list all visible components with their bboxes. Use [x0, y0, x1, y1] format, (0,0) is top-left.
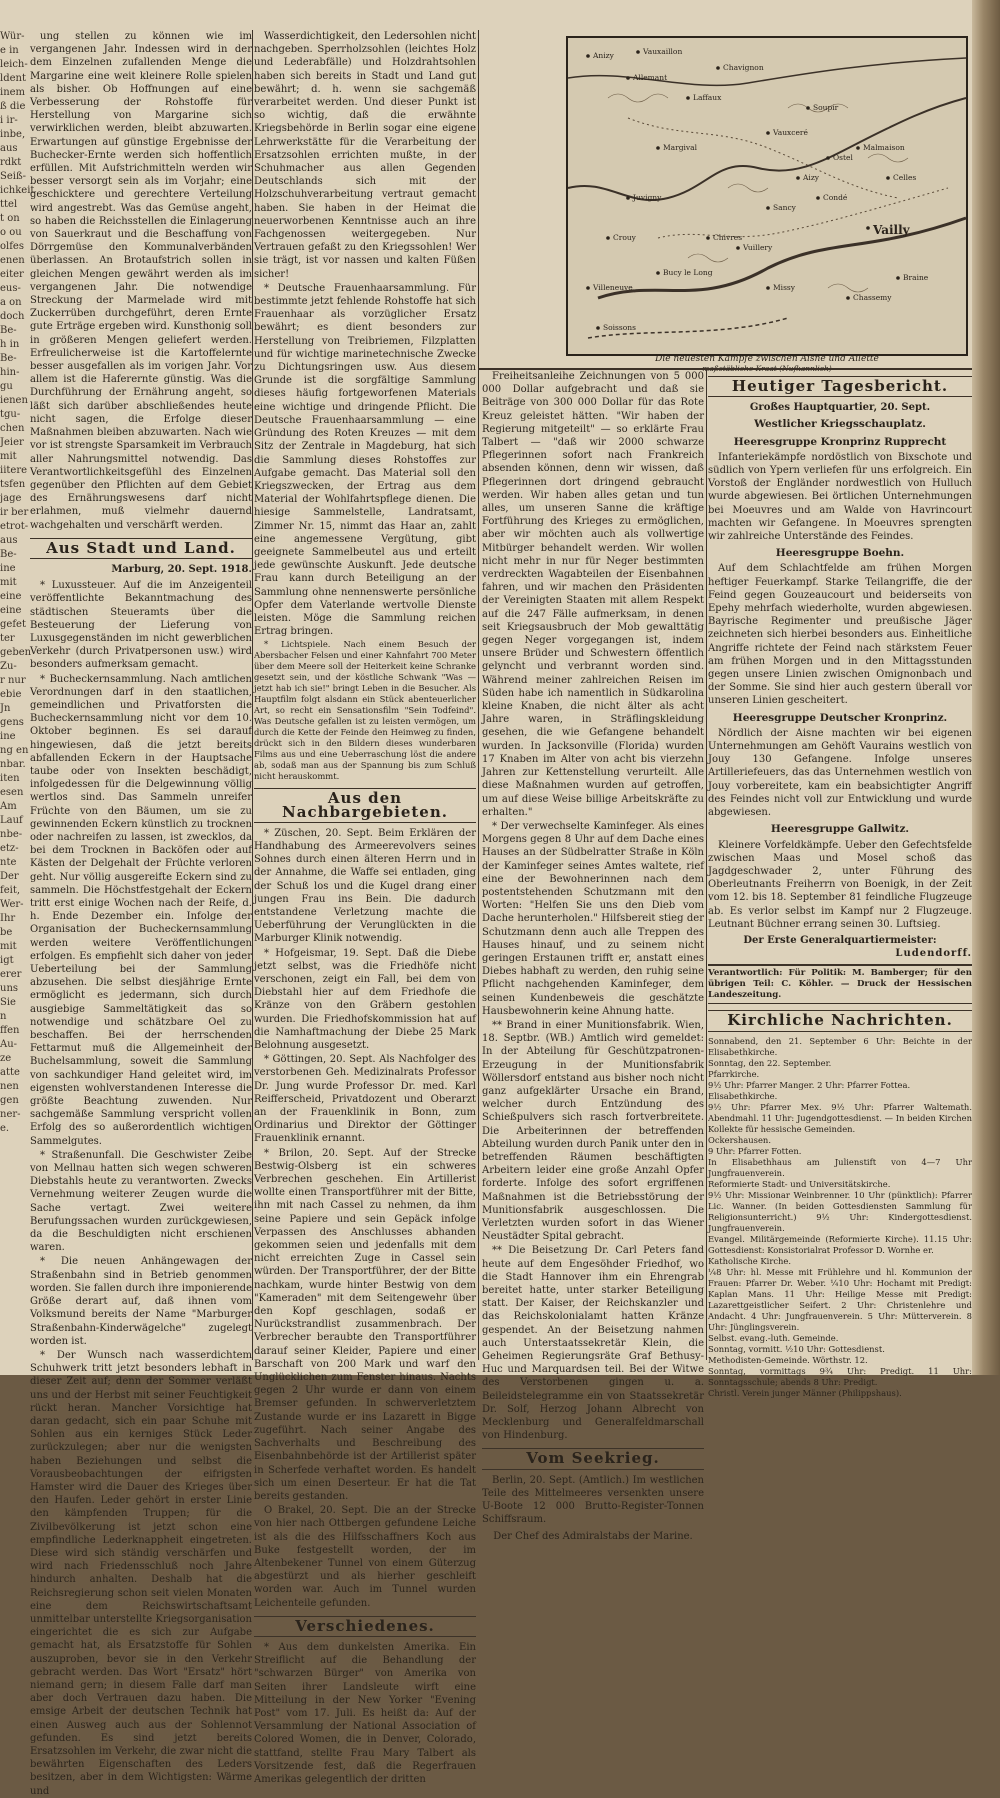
strip-fragment: nen: [0, 1081, 19, 1092]
map-place-dot: [586, 54, 590, 58]
strip-fragment: Jn: [0, 703, 11, 714]
map-place-label: Vauxceré: [773, 128, 808, 137]
strip-fragment: nbar.: [0, 759, 26, 770]
army-group-report: Kleinere Vorfeldkämpfe. Ueber den Gefechtsfelde zwischen Maas und Mosel schoß das Jagdgeschwader 2, unter Führung des Oberleutnants Freiherrn von Boenigk, in der Zeit vom 12. bis 18. September 81 feindliche Flugzeuge ab. Es verlor selbst im Kampf nur 2 Flugzeuge. Leutnant Büchner errang seinen 30. Luftsieg.: [708, 839, 972, 930]
map-place-label: Vailly: [873, 223, 910, 237]
strip-fragment: iitere: [0, 465, 28, 476]
strip-fragment: ine: [0, 563, 16, 574]
army-reports: [708, 436, 972, 931]
strip-fragment: i ir-: [0, 115, 18, 126]
strip-fragment: ng en: [0, 745, 29, 756]
map-place-dot: [856, 146, 860, 150]
theater-title: Westlicher Kriegsschauplatz.: [754, 418, 926, 431]
church-line: Ockershausen.: [708, 1134, 771, 1145]
map-place-dot: [806, 106, 810, 110]
map-place-dot: [636, 50, 640, 54]
strip-fragment: a on: [0, 297, 22, 308]
section-title-verschiedenes: Verschiedenes.: [254, 1616, 476, 1637]
map-place-label: Sancy: [773, 203, 796, 212]
news-item: * Luxussteuer. Auf die im Anzeigenteil veröffentlichte Bekanntmachung des städtischen Steueramts über die Besteuerung der Lieferung von Luxusgegenständen im nicht gewerblichen Verkehr (durch Privatpersonen usw.) wird besonders aufmerksam gemacht.: [30, 580, 252, 671]
map-place-label: Braine: [903, 273, 929, 282]
strip-fragment: inem: [0, 87, 26, 98]
church-line: Reformierte Stadt- und Universitätskirche.: [708, 1178, 891, 1189]
map-place-dot: [656, 146, 660, 150]
section-title-stadt-land: Aus Stadt und Land.: [30, 538, 252, 559]
strip-fragment: doch: [0, 311, 25, 322]
church-line: Methodisten-Gemeinde. Wörthstr. 12.: [708, 1354, 868, 1365]
map-place-label: Ostel: [833, 153, 853, 162]
army-group-report: Auf dem Schlachtfelde am frühen Morgen heftiger Feuerkampf. Starke Teilangriffe, die der Feind gegen Gouzeaucourt und beiderseits von Epehy mehrfach wiederholte, wurden abgewiesen. Bayrische Regimenter und preußische Jäger zeichneten sich hierbei besonders aus. Einheitliche Angriffe richtete der Feind nach stärkstem Feuer am frühen Morgen und in den Mittagsstunden gegen unsere Linien zwischen Omignonbach und der Somme. Sie sind hier auch gestern überall vor unseren Linien gescheitert.: [708, 563, 972, 707]
church-line: Elisabethkirche.: [708, 1090, 778, 1101]
news-item: Freiheitsanleihe Zeichnungen von 5 000 000 Dollar aufgebracht und daß sie Beiträge von 300 000 Dollar für das Rote Kreuz geleistet hätten. "Wir haben der Regierung mitgeteilt" — so erklärte Frau Talbert — "daß wir 2000 schwarze Pflegerinnen sofort nach Frankreich absenden können, denn wir wissen, daß Pflegerinnen dort dringend gebraucht werden. Wir haben alles getan und tun alles, um unseren Sanne die kräftige Fortführung des Krieges zu ermöglichen, aber wir möchten auch als vollwertige Mitbürger behandelt werden. Wir wollen nicht mehr in nur für Neger bestimmten verdreckten Wagabteilen der Eisenbahnen fahren, und wir machen den Präsidenten der Vereinigten Staaten mit allem Respekt auf die 247 Fälle aufmerksam, in denen seit Kriegsausbruch der Mob gewalttätig gegen Neger vorgegangen ist, indem unsere Brüder und Schwestern öffentlich gelyncht und verbrannt worden sind. Während meiner zahlreichen Reisen im Süden habe ich namentlich in Südkarolina kleine Knaben, die nicht älter als acht Jahre waren, in Sträflingskleidung gesehen, die wie Gefangene behandelt wurden. In Jacksonville (Florida) wurden 17 Knaben im Alter von acht bis vierzehn Jahren zur Kettenstellung verurteilt. Alle diese Maßnahmen wurden auf getroffen, um auf diese Weise billige Arbeitskräfte zu erhalten.": [482, 371, 704, 818]
strip-fragment: gens: [0, 717, 24, 728]
map-place-label: Juvigny: [633, 193, 662, 202]
map-place-dot: [816, 196, 820, 200]
strip-fragment: ter: [0, 633, 15, 644]
church-line: Christl. Verein junger Männer (Philippshaus).: [708, 1387, 902, 1398]
map-place-dot: [606, 236, 610, 240]
strip-fragment: esen: [0, 787, 24, 798]
strip-fragment: tsfen: [0, 479, 26, 490]
strip-fragment: ner-: [0, 1109, 21, 1120]
strip-fragment: ir ber: [0, 507, 29, 518]
map-place-label: Anizy: [593, 51, 614, 60]
strip-fragment: Wür-: [0, 31, 25, 42]
map-place-dot: [586, 286, 590, 290]
strip-fragment: etz-: [0, 843, 19, 854]
army-group-report: Infanteriekämpfe nordöstlich von Bixschote und südlich von Ypern verliefen für uns erfolgreich. Ein Vorstoß der Engländer nordwestlich von Hulluch wurde abgewiesen. Bei örtlichen Unternehmungen bei Moeuvres und am Walde von Havrincourt machten wir Gefangene. In Moeuvres sprengten wir zahlreiche Unterstände des Feindes.: [708, 451, 972, 543]
news-item: * Züschen, 20. Sept. Beim Erklären der Handhabung des Armeerevolvers seines Sohnes durch einen älteren Herrn und in der Annahme, die Waffe sei entladen, ging der Schuß los und die Kugel drang einer jungen Frau ins Bein. Die dadurch entstandene Verletzung machte die Ueberführung der Verunglückten in die Marburger Klinik notwendig.: [254, 827, 476, 945]
church-line: Sonnabend, den 21. September 6 Uhr: Beichte in der Elisabethkirche.: [708, 1035, 972, 1057]
misc-news-continued: [482, 370, 704, 1442]
strip-fragment: atte: [0, 1067, 20, 1078]
map-caption-text: Die neuesten Kämpfe zwischen Aisne und Ailette: [655, 354, 879, 364]
map-place-dot: [686, 96, 690, 100]
strip-fragment: olfes: [0, 241, 24, 252]
strip-fragment: ldent: [0, 73, 26, 84]
strip-fragment: enen: [0, 255, 25, 266]
army-group-title: Heeresgruppe Deutscher Kronprinz.: [732, 711, 948, 724]
news-item: O Brakel, 20. Sept. Die an der Strecke von hier nach Ottbergen gefundene Leiche ist als die des Hilfsschaffners Koch aus Buke festgestellt worden, der im Altenbekener Tunnel von einem Güterzug abgestürzt und als hierher geschleift worden war. Auch im Tunnel wurden Leichenteile gefunden.: [254, 1505, 476, 1609]
strip-fragment: etrot-: [0, 521, 29, 532]
map-place-dot: [596, 326, 600, 330]
strip-fragment: Der: [0, 871, 19, 882]
map-place-label: Aizy: [803, 173, 820, 182]
section-title-tagesbericht: Heutiger Tagesbericht.: [708, 376, 972, 397]
strip-fragment: ttel: [0, 199, 18, 210]
strip-fragment: gefet: [0, 619, 26, 630]
book-spine: [972, 0, 1000, 1375]
strip-fragment: rdkt: [0, 157, 22, 168]
imprint: Verantwortlich: Für Politik: M. Bamberger; für den übrigen Teil: C. Köhler. — Druck der Hessischen Landeszeitung.: [708, 964, 972, 1004]
church-line: Sonntag, vormittags 9¾ Uhr: Predigt. 11 Uhr: Sonntagsschule; abends 8 Uhr: Predigt.: [708, 1365, 972, 1387]
misc-news: [254, 1641, 476, 1786]
dateline: Marburg, 20. Sept. 1918.: [111, 563, 252, 575]
church-line: 9 Uhr: Pfarrer Fotten.: [708, 1145, 802, 1156]
strip-fragment: n: [0, 1011, 7, 1022]
strip-fragment: jage: [0, 493, 22, 504]
strip-fragment: aus: [0, 143, 18, 154]
map-place-label: Soupir: [813, 103, 839, 112]
news-item: ** Die Beisetzung Dr. Carl Peters fand heute auf dem Engesöhder Friedhof, wo die Stadt Hannover ihm ein Ehrengrab bereitet hatte, unter starker Beteiligung statt. Der Kaiser, der Reichskanzler und das Reichskolonialamt hatten Kränze gespendet. An der Beisetzung nahmen auch Unterstaatssekretär Klein, die Geheimen Regierungsräte Graf Bethusy-Huc und Marquardsen teil. Bei der Witwe des Verstorbenen gingen u. a. Beileidstelegramme ein von Staatssekretär Dr. Solf, Herzog Johann Albrecht von Mecklenburg und Generalfeldmarschall von Hindenburg.: [482, 1245, 704, 1442]
map-place-dot: [766, 286, 770, 290]
strip-fragment: tgu-: [0, 409, 21, 420]
map-place-label: Laffaux: [693, 93, 722, 102]
news-item: * Aus dem dunkelsten Amerika. Ein Streiflicht auf die Behandlung der "schwarzen Bürger" von Amerika von Seiten ihrer Landsleute wirft eine Mitteilung in der New Yorker "Evening Post" vom 17. Juli. Es heißt da: Auf der Versammlung der National Association of Colored Women, die in Denver, Colorado, stattfand, stellte Frau Mary Talbert als Vorsitzende fest, daß die Regerfrauen Amerikas gelegentlich der dritten: [254, 1641, 476, 1785]
church-line: 9½ Uhr: Missionar Weinbrenner. 10 Uhr (pünktlich): Pfarrer Lic. Wanner. (In beiden Gottesdiensten Sammlung für Religionsunterricht.) 9½ Uhr: Kindergottesdienst. Jungfrauenverein.: [708, 1189, 972, 1233]
strip-fragment: mit: [0, 577, 17, 588]
article-food-supply: [30, 30, 252, 532]
paragraph: ung stellen zu können wie im vergangenen Jahr. Indessen wird in der dem Einzelnen zufallenden Menge die Margarine eine weit kleinere Rolle spielen als bisher. Ob Hoffnungen auf eine Verbesserung der Rohstoffe für Herstellung von Margarine sich verwirklichen werden, bleibt abzuwarten. Erwartungen auf günstige Ergebnisse der Buchecker-Ernte werden sich hoffentlich erfüllen. Mit Aufstrichmitteln werden wir besser versorgt sein als im Vorjahr; eine geschicktere und gerechtere Verteilung wird angestrebt. Was das Gemüse angeht, so haben die Reichsstellen die Einlagerung von Sauerkraut und die Beschaffung von Dörrgemüse den Kommunalverbänden überlassen. An Brotaufstrich sollen in gleichen Mengen gewährt werden als im vergangenen Jahr. Die notwendige Streckung der Marmelade wird mit Zuckerrüben durchgeführt, deren Ernte gute Erträge ergeben wird. Kunsthonig soll in größeren Mengen geliefert werden. Erfreulicherweise ist die Kartoffelernte besser ausgefallen als im vorigen Jahr. Vor allem ist die Haferernte günstig. Was die Durchführung der Ernährung angeht, so läßt sich darüber abschließendes heute nicht sagen, die Erfolge dieser Maßnahmen bleiben abzuwarten. Nach wie vor ist strengste Sparsamkeit im Verbrauch aller Nahrungsmittel notwendig. Das Verantwortlichkeitsgefühl des Einzelnen gegenüber den Pflichten auf dem Gebiet des Ernährungswesens darf nicht erlahmen, muß vielmehr dauernd wachgehalten und verschärft werden.: [30, 31, 252, 531]
strip-fragment: eiter: [0, 269, 24, 280]
strip-fragment: leich-: [0, 59, 28, 70]
map-place-label: Missy: [773, 283, 796, 292]
map-place-dot: [896, 276, 900, 280]
strip-fragment: nte: [0, 857, 17, 868]
news-item: ** Brand in einer Munitionsfabrik. Wien, 18. Septbr. (WB.) Amtlich wird gemeldet: In der Abteilung für Geschützpatronen-Erzeugung in der Munitionsfabrik Wöllersdorf entstand aus bisher noch nicht ganz aufgeklärter Ursache ein Brand, welcher durch Entzündung des Schießpulvers sich rasch fortverbreitete. Die Arbeiterinnen der betreffenden Abteilung wurden durch Panik unter den in betreffenden Räumen beschäftigten Arbeitern leider eine große Anzahl Opfer forderte. Infolge des sofort ergriffenen Maßnahmen ist die Betriebsstörung der Munitionsfabrik ausgeschlossen. Die Verletzten wurden sofort in das Wiener Neustädter Spital gebracht.: [482, 1019, 704, 1243]
local-news-continued: [254, 30, 476, 638]
strip-fragment: Be-: [0, 353, 17, 364]
strip-fragment: iten: [0, 773, 20, 784]
map-place-label: Celles: [893, 173, 917, 182]
strip-fragment: aus: [0, 535, 18, 546]
news-item: * Straßenunfall. Die Geschwister Zeibe von Mellnau hatten sich wegen schweren Diebstahls heute zu verantworten. Zwecks Vernehmung weiterer Zeugen wurde die Sache vertagt. Zwei weitere Berufungssachen wurden zurückgewiesen, da die Beschuldigten nicht erschienen waren.: [30, 1149, 252, 1254]
news-item: * Der Wunsch nach wasserdichtem Schuhwerk tritt jetzt besonders lebhaft in dieser Zeit auf; denn der Sommer verläßt uns und der Herbst mit seiner Feuchtigkeit rückt heran. Mancher Vorsichtige hat daran gedacht, sich ein paar Schuhe mit Sohlen aus ein kerniges Stück Leder zurückzulegen; aber nur die wenigsten haben Beziehungen und selbst die Vorausbeobachtungen der eifrigsten Hamster wird die Dauer des Krieges über den Haufen. Leder gehört in erster Linie den kämpfenden Truppen; für die Zivilbevölkerung ist jetzt schon eine empfindliche Lederknappheit eingetreten. Diese wird sich ständig verschärfen und wird nach Friedensschluß noch Jahre hindurch anhalten. Deshalb hat die Reichsregierung schon seit vielen Monaten eine dem Reichswirtschaftsamt unmittelbar unterstellte Kriegsorganisation eingerichtet die es sich zur Aufgabe gemacht hat, als Ersatzstoffe für Sohlen auszuproben, bevor sie in den Verkehr gebracht werden. Das Wort "Ersatz" hört niemand gern; in diesem Falle darf man aber doch Vertrauen dazu haben. Die emsige Arbeit der deutschen Technik hat einen Ausweg auch aus der Sohlennot gefunden. Es sind jetzt bereits Ersatzsohlen im Verkehr, die zwar nicht die bewährten Eigenschaften des Leders besitzen, aber in dem Wichtigsten: Wärme und: [30, 1349, 252, 1797]
news-item: * Bucheckernsammlung. Nach amtlichen Verordnungen darf in den staatlichen, gemeindlichen und Privatforsten die Bucheckernsammlung nicht vor dem 10. Oktober beginnen. Es sei darauf hingewiesen, daß die jetzt bereits abfallenden Eckern in der Hauptsache taube oder von Insekten beschädigt, infolgedessen für die Delgewinnung völlig wertlos sind. Das Sammeln unreifer Früchte von den Bäumen, um sie zu gewinnenden Eckern künstlich zu trocknen oder nachreifen zu lassen, ist zwecklos, da bei dem Trocknen in Backöfen oder auf Kästen der Delgehalt der Früchte verloren geht. Nur völlig ausgereifte Eckern sind zu sammeln. Die Höchstfestgehalt der Eckern tritt erst einige Wochen nach der Reife, d. h. Ende Dezember ein. Infolge der Organisation der Bucheckernsammlung werden weitere Veröffentlichungen erfolgen. Es empfiehlt sich daher von jeder Ueberteilung bei der Sammlung abzusehen. Die selbst diesjährige Ernte ermöglicht es jedermann, sich durch ausgiebige Sammeltätigkeit das so notwendige und schätzbare Oel zu beschaffen. Bei der herrschenden Fettarmut muß die Allgemeinheit der Buchelsammlung, soweit die Sammlung von sachkundiger Hand geleitet wird, im eigensten wohlverstandenen Interesse die größte Beachtung zuwenden. Nur sachgemäße Sammlung verspricht vollen Erfolg des so außerordentlich wichtigen Sammelgutes.: [30, 673, 252, 1147]
map-place-dot: [846, 296, 850, 300]
church-line: ¼8 Uhr: hl. Messe mit Frühlehre und hl. Kommunion der Frauen: Pfarrer Dr. Weber. ¼10 Uhr: Hochamt mit Predigt: Kaplan Mans. 11 Uhr: Heilige Messe mit Predigt: Lazarettgeistlicher Seifert. 2 Uhr: Christenlehre und Andacht. 4 Uhr: Jungfrauenverein. 5 Uhr: Mütterverein. 8 Uhr: Jünglingsverein.: [708, 1266, 972, 1332]
map-place-dot: [656, 271, 660, 275]
map-place-label: Vuillery: [743, 243, 773, 252]
map-place-dot: [866, 226, 870, 230]
map-place-dot: [716, 66, 720, 70]
strip-fragment: gen: [0, 1095, 19, 1106]
strip-fragment: Zu-: [0, 661, 17, 672]
news-item: * Deutsche Frauenhaarsammlung. Für bestimmte jetzt fehlende Rohstoffe hat sich Frauenhaar als vorzüglicher Ersatz bewährt; es dient besonders zur Herstellung von Treibriemen, Filzplatten und für wichtige marinetechnische Zwecke zu Dichtungsringen usw. Aus diesem Grunde ist die sorgfältige Sammlung dieses häufig fortgeworfenen Materials eine wichtige und dringende Pflicht. Die Deutsche Frauenhaarsammlung — eine Gründung des Roten Kreuzes — mit dem Sitz der Zentrale in Magdeburg, hat sich die Sammlung dieses Rohstoffes zur Aufgabe gemacht. Das Material soll den Kriegszwecken, der Ertrag aus dem Material der Wohlfahrtspflege dienen. Die hiesige Sammelstelle, Landratsamt, Zimmer Nr. 15, nimmt das Haar an, zahlt eine angemessene Vergütung, gibt geeignete Sammelbeutel aus und erteilt jede gewünschte Auskunft. Jede deutsche Frau kann durch Beteiligung an der Sammlung ohne nennenswerte persönliche Opfer dem Vaterlande wertvolle Dienste leisten. Möge die Sammlung reichen Ertrag bringen.: [254, 282, 476, 638]
army-group-report: Nördlich der Aisne machten wir bei eigenen Unternehmungen am Gehöft Vaurains westlich von Jouy 130 Gefangene. Infolge unseres Artilleriefeuers, das das Unternehmen westlich von Jouy vorbereitete, kam ein beabsichtigter Angriff des Feindes nicht voll zur Entwicklung und wurde abgewiesen.: [708, 727, 972, 819]
map-place-label: Soissons: [603, 323, 636, 332]
strip-fragment: mit: [0, 941, 17, 952]
strip-fragment: Seiß-: [0, 171, 27, 182]
map-place-label: Allemant: [633, 73, 668, 82]
map-place-dot: [886, 176, 890, 180]
map-place-label: Malmaison: [863, 143, 905, 152]
cinema-notice: [254, 639, 476, 782]
map-place-label: Condé: [823, 193, 848, 202]
map-place-dot: [706, 236, 710, 240]
map-place-label: Chivres: [713, 233, 743, 242]
church-line: Sonntag, vormitt. ½10 Uhr: Gottesdienst.: [708, 1343, 885, 1354]
local-news: [30, 579, 252, 1798]
map-place-label: Bucy le Long: [663, 268, 713, 277]
map-place-label: Chavignon: [723, 63, 764, 72]
strip-fragment: geben: [0, 647, 32, 658]
news-item: * Hofgeismar, 19. Sept. Daß die Diebe jetzt selbst, was die Friedhöfe nicht verschonen, zeigt ein Fall, bei dem von Diebstahl hier auf dem Friedhofe die Kränze von den Gräbern gestohlen wurden. Die Friedhofskommission hat auf die Namhaftmachung der Diebe 25 Mark Belohnung ausgesetzt.: [254, 947, 476, 1051]
seekrieg-report: Berlin, 20. Sept. (Amtlich.) Im westlichen Teile des Mittelmeeres versenkten unsere U-Boote 12 000 Brutto-Register-Tonnen Schiffsraum.: [482, 1474, 704, 1526]
column-4: [708, 370, 972, 1398]
map-drawing: [568, 38, 966, 354]
column-rule-3: [706, 370, 707, 1360]
strip-fragment: e in: [0, 45, 19, 56]
church-line: Sonntag, den 22. September.: [708, 1057, 832, 1068]
column-2: [254, 30, 476, 1785]
strip-fragment: eine: [0, 605, 22, 616]
church-notices: [708, 1036, 972, 1399]
strip-fragment: eus-: [0, 283, 21, 294]
strip-fragment: eine: [0, 591, 22, 602]
strip-fragment: e.: [0, 1123, 10, 1134]
church-line: In Elisabethhaus am Julienstift von 4—7 Uhr Jungfrauenverein.: [708, 1156, 972, 1178]
strip-fragment: hin-: [0, 367, 20, 378]
signature-name: Ludendorff.: [895, 948, 972, 960]
map-place-dot: [626, 76, 630, 80]
map-place-label: Vauxaillon: [643, 47, 683, 56]
signature-title: Der Erste Generalquartiermeister:: [743, 934, 937, 946]
strip-fragment: igt: [0, 955, 14, 966]
strip-fragment: Wer-: [0, 899, 24, 910]
map-place-label: Villeneuve: [593, 283, 633, 292]
strip-fragment: r nur: [0, 675, 26, 686]
strip-fragment: Be-: [0, 549, 17, 560]
front-map: [566, 36, 968, 356]
strip-fragment: nbe-: [0, 829, 23, 840]
map-place-dot: [626, 196, 630, 200]
church-line: Selbst. evang.-luth. Gemeinde.: [708, 1332, 839, 1343]
column-rule-1: [252, 30, 253, 1360]
news-item: * Göttingen, 20. Sept. Als Nachfolger des verstorbenen Geh. Medizinalrats Professor Dr. Jung wurde Professor Dr. med. Karl Reifferscheid, Privatdozent und Oberarzt an der Frauenklinik in Bonn, zum Ordinarius und Direktor der Göttinger Frauenklinik ernannt.: [254, 1054, 476, 1145]
strip-fragment: Au-: [0, 1039, 18, 1050]
army-group-title: Heeresgruppe Boehn.: [775, 547, 905, 560]
news-item: * Der verwechselte Kaminfeger. Als eines Morgens gegen 8 Uhr auf dem Dache eines Hauses an der Südbelratter Straße in Köln der Kaminfeger seines Amtes waltete, rief eine der Bewohnerinnen nach dem postentstehenden Schutzmann mit den Worten: "Helfen Sie uns den Dieb vom Dache herunterholen." Hilfsbereit stieg der Schutzmann denn auch alle Treppen des Hauses hinauf, und zu seinem nicht geringen Erstaunen trifft er, anstatt eines Diebes habhaft zu werden, den ruhig seine Pflicht nachgehenden Kaminfeger, dem seinen Kundenbeweis die geschätzte Hausbewohnerin keine Ahnung hatte.: [482, 820, 704, 1017]
strip-fragment: Be-: [0, 325, 17, 336]
strip-fragment: uns: [0, 983, 19, 994]
strip-fragment: Am: [0, 801, 17, 812]
strip-fragment: gu: [0, 381, 13, 392]
column-rule-2: [478, 30, 479, 1360]
strip-fragment: o ou: [0, 227, 22, 238]
map-place-label: Chassemy: [853, 293, 892, 302]
column-1: [30, 30, 252, 1797]
map-place-dot: [766, 206, 770, 210]
column-3: [482, 370, 704, 1543]
news-item: * Die neuen Anhängewagen der Straßenbahn sind in Betrieb genommen worden. Sie fallen durch ihre imponierende Größe derart auf, daß ihnen vom Volksmund bereits der Name "Marburger Straßenbahn-Kinderwägelche" zugelegt worden ist.: [30, 1256, 252, 1347]
section-title-seekrieg: Vom Seekrieg.: [482, 1448, 704, 1469]
strip-fragment: feit,: [0, 885, 21, 896]
strip-fragment: Ihr: [0, 913, 16, 924]
strip-fragment: ebie: [0, 689, 22, 700]
church-line: Katholische Kirche.: [708, 1255, 792, 1266]
strip-fragment: be: [0, 927, 13, 938]
strip-fragment: ine: [0, 731, 16, 742]
map-place-label: Crouy: [613, 233, 636, 242]
map-place-dot: [736, 246, 740, 250]
army-group-title: Heeresgruppe Kronprinz Rupprecht: [733, 435, 947, 448]
regional-news: [254, 827, 476, 1610]
map-place-label: Margival: [663, 143, 698, 152]
previous-page-strip: [0, 30, 35, 1360]
church-line: 9½ Uhr: Pfarrer Mex. 9½ Uhr: Pfarrer Waltemath. Abendmahl. 11 Uhr: Jugendgottesdienst. — In beiden Kirchen Kollekte für hessische Gemeinden.: [708, 1101, 972, 1134]
strip-fragment: ß die: [0, 101, 26, 112]
map-place-dot: [826, 156, 830, 160]
strip-fragment: chen: [0, 423, 25, 434]
strip-fragment: ze: [0, 1053, 12, 1064]
section-title-kirche: Kirchliche Nachrichten.: [708, 1010, 972, 1031]
map-place-dot: [766, 131, 770, 135]
strip-fragment: h in: [0, 339, 20, 350]
strip-fragment: inbe,: [0, 129, 26, 140]
hq-line: Großes Hauptquartier, 20. Sept.: [749, 402, 931, 414]
seekrieg-signature: Der Chef des Admiralstabs der Marine.: [493, 1531, 693, 1543]
strip-fragment: Sie: [0, 997, 16, 1008]
strip-fragment: erer: [0, 969, 22, 980]
strip-fragment: ienen: [0, 395, 28, 406]
map-place-dot: [796, 176, 800, 180]
strip-fragment: mit: [0, 451, 17, 462]
news-item: * Lichtspiele. Nach einem Besuch der Abersbacher Felsen und einer Kahnfahrt 700 Meter über dem Meere soll der Heiterkeit keine Schranke gesetzt sein, und der köstliche Schwank "Was — jetzt hab ich sie!" bringt Leben in die Besucher. Als Hauptfilm folgt alsdann ein Stück abenteuerlicher Art, so recht ein Sensationsfilm "Sein Todfeind". Was Deutsche gefallen ist zu leisten vermögen, um durch die Kette der Feinde den Heimweg zu finden, drückt sich in den Bildern dieses wunderbaren Films aus und eine Ueberraschung löst die andere ab, sodaß man aus der Spannung bis zum Schluß nicht herauskommt.: [254, 639, 476, 782]
news-item: Wasserdichtigkeit, den Ledersohlen nicht nachgeben. Sperrholzsohlen (leichtes Holz und Lederabfälle) und Holzdrahtsohlen haben sich bereits in Stadt und Land gut bewährt; d. h. wenn sie sachgemäß verarbeitet werden. Und dieser Punkt ist so wichtig, daß die erwähnte Kriegsbehörde in Berlin sogar eine eigene Lehrwerkstätte für die Verarbeitung der Ersatzsohlen errichten mußte, in der Schuhmacher aus allen Gegenden Deutschlands sich mit der Holzschuhverarbeitung vertraut gemacht haben. Sie haben in der Heimat die neuerworbenen Kenntnisse auch an ihre Fachgenossen weitergegeben. Nur Vertrauen gefaßt zu den Kriegssohlen! Wer sie trägt, ist vor nassen und kalten Füßen sicher!: [254, 31, 476, 280]
strip-fragment: Lauf: [0, 815, 23, 826]
church-line: Evangel. Militärgemeinde (Reformierte Kirche). 11.15 Uhr: Gottesdienst: Konsistorialrat Professor D. Wornhe er.: [708, 1233, 972, 1255]
strip-fragment: ffen: [0, 1025, 20, 1036]
church-line: Pfarrkirche.: [708, 1068, 760, 1079]
church-line: 9½ Uhr: Pfarrer Manger. 2 Uhr: Pfarrer Fottea.: [708, 1079, 911, 1090]
strip-fragment: ichkeit: [0, 185, 35, 196]
map-bottom-rule: [478, 368, 972, 370]
section-title-nachbargebiete: Aus den Nachbargebieten.: [254, 788, 476, 822]
army-group-title: Heeresgruppe Gallwitz.: [770, 823, 910, 836]
news-item: * Brilon, 20. Sept. Auf der Strecke Bestwig-Olsberg ist ein schweres Verbrechen geschehen. Ein Artillerist wollte einen Transportführer mit der Bitte, ihn mit nach Cassel zu nehmen, da ihm seine Papiere und sein Gepäck infolge Verpassen des Anschlusses abhanden gekommen seien und jedenfalls mit dem nicht erreichten Zuge in Cassel sein würden. Der Transportführer, der der Bitte nachkam, wurde hinter Bestwig von dem "Kameraden" mit dem Seitengewehr über den Kopf geschlagen, sodaß er Nurückstrandlist zusammenbrach. Der Verbrecher beraubte den Transportführer darauf seiner Kleider, Papiere und einer Barschaft von 200 Mark und warf den Unglücklichen zum Fenster hinaus. Nachts gegen 2 Uhr wurde er dann von einem Bremser gefunden. In schwerverletztem Zustande wurde er ins Lazarett in Bigge zugeführt. Nach seiner Angabe des Sachverhalts und Beschreibung des Eisenbahnbehörde ist der Artillerist später in Scherfede verhaftet worden. Es handelt sich um einen Deserteur. Er hat die Tat bereits gestanden.: [254, 1147, 476, 1502]
strip-fragment: Jeier: [0, 437, 24, 448]
strip-fragment: t on: [0, 213, 20, 224]
